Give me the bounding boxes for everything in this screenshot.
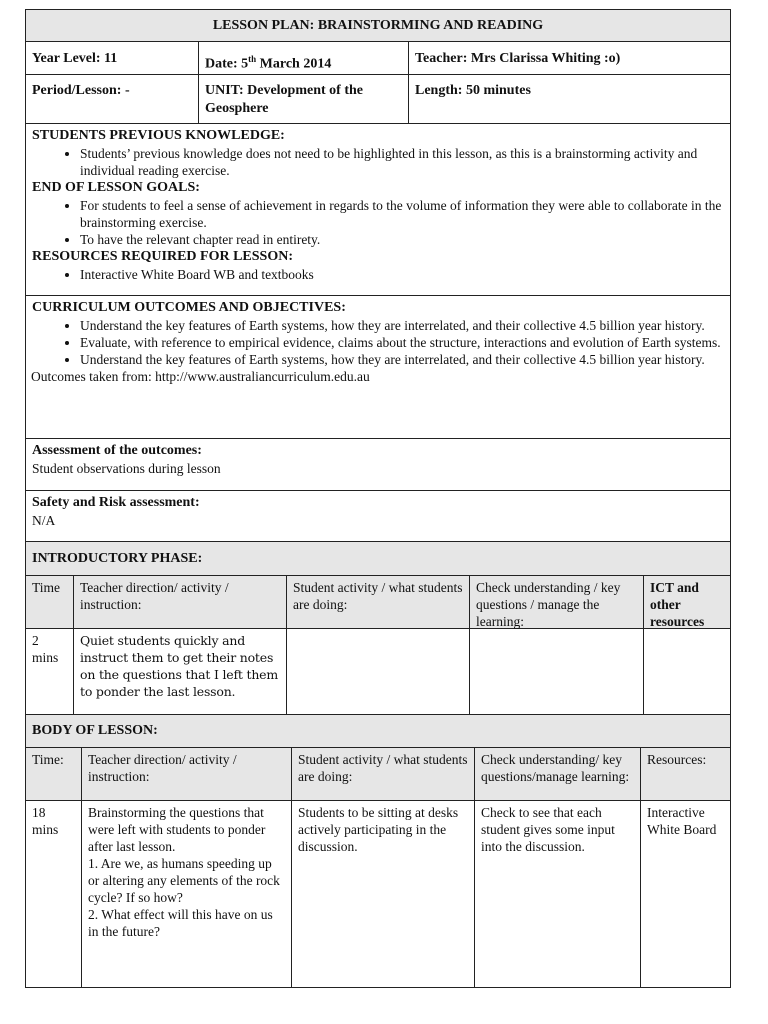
- safety-section: [25, 490, 731, 541]
- document-title: LESSON PLAN: BRAINSTORMING AND READING: [212, 17, 544, 33]
- row-teacher-direction: Quiet students quickly and instruct them to get their notes on the questions that I left them to ponder the last lesson.: [73, 629, 286, 714]
- col-check-understanding: Check understanding / key questions / manage the learning:: [469, 576, 643, 628]
- intro-table-header: [25, 575, 731, 628]
- curriculum-item: • Understand the key features of Earth systems, how they are interrelated, and their collective 4.5 billion year history.: [80, 317, 724, 334]
- curriculum-item: • Evaluate, with reference to empirical evidence, claims about the structure, interactions and evolution of Earth systems.: [80, 334, 724, 351]
- length: Length: 50 minutes: [408, 75, 730, 123]
- curriculum-item: • Understand the key features of Earth systems, how they are interrelated, and their collective 4.5 billion year history.: [80, 351, 724, 368]
- table-row: [25, 800, 731, 988]
- info-row-1: [25, 41, 731, 74]
- row-teacher-direction: Brainstorming the questions that were left with students to ponder after last lesson. 1. Are we, as humans speeding up or altering any elements of the rock cycle? If so how? 2. What effect will this have on us in the future?: [81, 801, 291, 987]
- col-teacher-direction: Teacher direction/ activity / instruction:: [73, 576, 286, 628]
- row-student-activity: Students to be sitting at desks actively participating in the discussion.: [291, 801, 474, 987]
- date-suffix: th: [248, 54, 257, 64]
- period-lesson: Period/Lesson: -: [32, 83, 130, 98]
- overview-section: [25, 123, 731, 295]
- safety-text: N/A: [32, 513, 56, 528]
- intro-phase-heading: INTRODUCTORY PHASE:: [32, 550, 203, 566]
- resource-item: • Interactive White Board WB and textbooks: [80, 266, 724, 283]
- date-day: Date: 5: [205, 56, 249, 72]
- date: [198, 42, 408, 74]
- prior-knowledge-item: • Students’ previous knowledge does not need to be highlighted in this lesson, as this is a brainstorming activity and individual reading exercise.: [80, 145, 724, 179]
- intro-phase-header: [25, 541, 731, 575]
- assessment-heading: Assessment of the outcomes:: [32, 443, 202, 458]
- row-resources: [643, 629, 730, 714]
- teacher: Teacher: Mrs Clarissa Whiting :o): [408, 42, 730, 74]
- row-time: 18 mins: [32, 805, 59, 837]
- title-bar: [25, 9, 731, 41]
- row-check-understanding: Check to see that each student gives some input into the discussion.: [474, 801, 640, 987]
- col-check-understanding: Check understanding/ key questions/manage learning:: [474, 748, 640, 800]
- assessment-text: Student observations during lesson: [32, 461, 221, 476]
- date-month-year: March 2014: [256, 56, 332, 72]
- year-level: Year Level: 11: [32, 51, 118, 66]
- prior-knowledge-heading: STUDENTS PREVIOUS KNOWLEDGE:: [32, 128, 285, 143]
- row-resources: Interactive White Board: [640, 801, 730, 987]
- safety-heading: Safety and Risk assessment:: [32, 495, 200, 510]
- col-student-activity: Student activity / what students are doing:: [286, 576, 469, 628]
- col-resources: Resources:: [640, 748, 730, 800]
- assessment-section: [25, 438, 731, 490]
- row-time: 2 mins: [32, 633, 59, 665]
- goal-item: • For students to feel a sense of achievement in regards to the volume of information they were able to collaborate in the brainstorming exercise.: [80, 197, 724, 231]
- outcomes-source: Outcomes taken from: http://www.australiancurriculum.edu.au: [31, 369, 370, 384]
- table-row: [25, 628, 731, 714]
- col-ict-resources: ICT and other resources: [643, 576, 730, 628]
- row-student-activity: [286, 629, 469, 714]
- col-time: Time:: [32, 752, 64, 767]
- body-phase-header: [25, 714, 731, 747]
- lesson-plan-document: [25, 9, 731, 988]
- body-phase-heading: BODY OF LESSON:: [32, 723, 158, 738]
- goals-heading: END OF LESSON GOALS:: [32, 180, 200, 195]
- curriculum-heading: CURRICULUM OUTCOMES AND OBJECTIVES:: [32, 300, 346, 315]
- unit: UNIT: Development of the Geosphere: [198, 75, 408, 123]
- col-student-activity: Student activity / what students are doing:: [291, 748, 474, 800]
- col-teacher-direction: Teacher direction/ activity / instruction:: [81, 748, 291, 800]
- info-row-2: [25, 74, 731, 123]
- row-check-understanding: [469, 629, 643, 714]
- curriculum-section: [25, 295, 731, 438]
- col-time: Time: [32, 580, 61, 595]
- goal-item: • To have the relevant chapter read in entirety.: [80, 231, 724, 248]
- body-table-header: [25, 747, 731, 800]
- resources-heading: RESOURCES REQUIRED FOR LESSON:: [32, 249, 293, 264]
